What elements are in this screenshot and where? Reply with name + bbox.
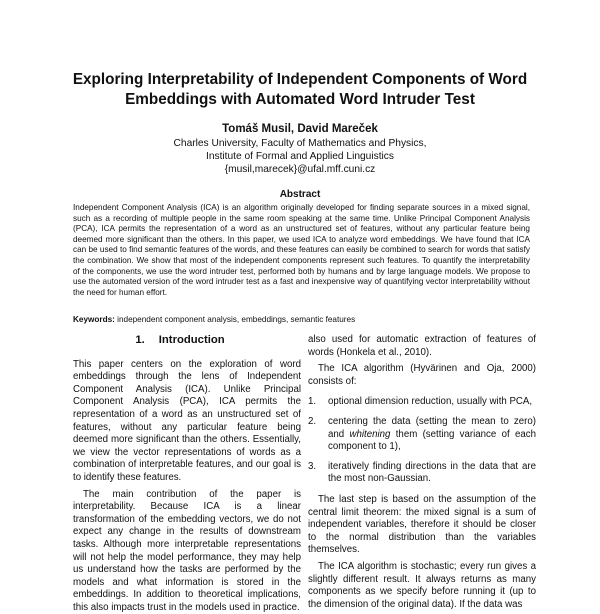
body-paragraph: The last step is based on the assumption of the central limit theorem: the mixed signal is a sum of independent variables, therefore it should be closer to the normal distribution than the variables themselves. xyxy=(308,493,536,556)
list-item xyxy=(308,461,536,486)
list-text: iteratively finding directions in the data that are the most non-Gaussian. xyxy=(328,460,536,485)
section-heading-introduction xyxy=(73,334,301,347)
abstract-heading: Abstract xyxy=(279,189,321,200)
intro-paragraph: The main contribution of the paper is interpretability. Because ICA is a linear transformation of the embedding vectors, we do not expect any change in the results of downstream tasks. Although more interpretable representations will not help the model performance, they may help us understand how the tasks are performed by the models and what information is stored in the embeddings. In addition to theoretical implications, this also impacts trust in the models used in practice. xyxy=(73,488,301,613)
affiliation-block xyxy=(50,137,550,176)
list-text: centering the data (setting the mean to zero) and xyxy=(328,415,536,440)
ica-steps-list xyxy=(308,396,536,486)
list-item xyxy=(308,416,536,454)
right-column xyxy=(308,334,536,611)
affiliation-line: Institute of Formal and Applied Linguistics xyxy=(205,151,394,162)
list-number: 2. xyxy=(308,415,317,427)
section-number: 1. xyxy=(135,334,145,346)
abstract-text: Independent Component Analysis (ICA) is an algorithm originally developed for finding separate sources in a mixed signal, such as a recording of multiple people in the same room speaking at the same time. Unlike Principal Component Analysis (PCA), ICA permits the representation of a word as an unstructured set of features, without any particular feature being deemed more significant than the others. In this paper, we used ICA to analyze word embeddings. We have found that ICA can be used to find semantic features of the words, and these features can easily be combined to search for words that satisfy the combination. We show that most of the independent components represent such features. To quantify the interpretability of the components, we use the word intruder test, performed both by humans and by large language models. We propose to use the automated version of the word intruder test as a fast and inexpensive way of quantifying vector interpretability without the need for human effort. xyxy=(73,203,530,297)
section-title: Introduction xyxy=(158,334,225,346)
author-names: Tomáš Musil, David Mareček xyxy=(222,123,378,135)
keywords-text: independent component analysis, embeddings, semantic features xyxy=(117,315,356,324)
body-paragraph: also used for automatic extraction of features of words (Honkela et al., 2010). xyxy=(308,334,536,358)
left-column xyxy=(73,334,301,614)
author-emails: {musil,marecek}@ufal.mff.cuni.cz xyxy=(224,164,376,175)
keywords-label: Keywords: xyxy=(73,315,115,324)
paper-title: Exploring Interpretability of Independent Components of Word Embeddings with Automated Word Intruder Test xyxy=(72,71,528,108)
body-paragraph: The ICA algorithm is stochastic; every run gives a slightly different result. It always returns as many components as we specify before running it (up to the dimension of the original data). If the data was xyxy=(308,560,536,610)
list-number: 3. xyxy=(308,460,317,472)
list-number: 1. xyxy=(308,396,317,408)
list-text: optional dimension reduction, usually with PCA, xyxy=(328,396,533,408)
affiliation-line: Charles University, Faculty of Mathematics and Physics, xyxy=(173,138,427,149)
intro-paragraph: This paper centers on the exploration of word embeddings through the lens of Independent Component Analysis (ICA). Unlike Principal Component Analysis (PCA), ICA permits the representation of a word as an unstructured set of features, without any particular feature being deemed more significant than the others. Essentially, we view the vector representations of words as a combination of interpretable features, and our goal is to identify these features. xyxy=(73,358,301,483)
body-paragraph: The ICA algorithm (Hyvärinen and Oja, 2000) consists of: xyxy=(308,363,536,387)
emphasis-whitening: whitening xyxy=(349,428,391,440)
keywords-line xyxy=(73,315,530,324)
list-text: them (setting variance of each component to 1), xyxy=(328,428,536,453)
list-item xyxy=(308,396,536,409)
